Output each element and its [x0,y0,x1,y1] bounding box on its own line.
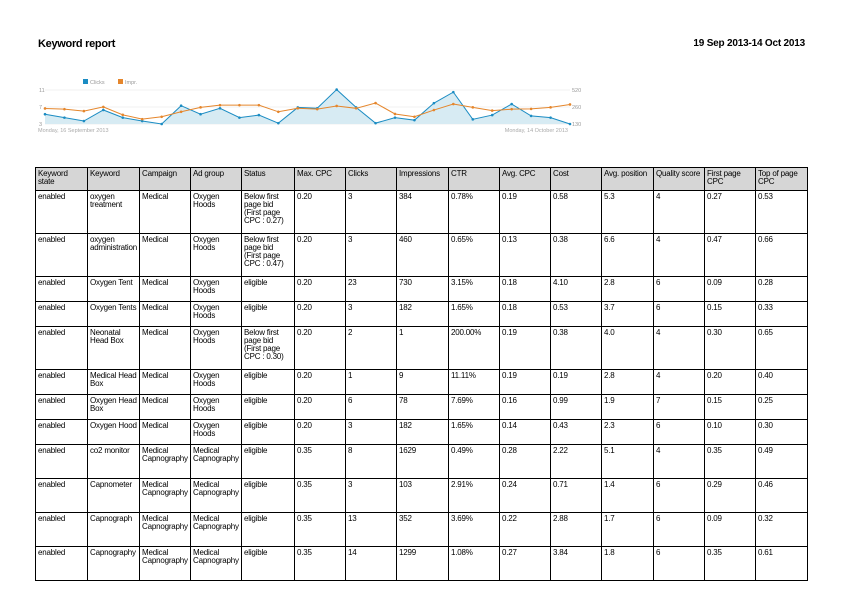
clicks-point [394,116,397,119]
table-cell: 0.14 [500,420,551,445]
left-axis-tick: 3 [39,122,43,128]
table-cell: 5.1 [602,445,654,479]
table-cell: 0.38 [551,234,602,277]
table-cell: 182 [397,302,449,327]
table-cell: 4 [654,370,705,395]
impressions-point [471,106,474,109]
table-cell: 0.20 [295,302,346,327]
table-cell: enabled [36,513,88,547]
table-cell: 2 [346,327,397,370]
table-cell: 0.09 [705,277,756,302]
table-cell: 3 [346,234,397,277]
table-cell: 0.40 [756,370,808,395]
table-row [36,277,808,302]
impressions-point [83,110,86,113]
table-cell: 0.35 [295,445,346,479]
clicks-point [549,116,552,119]
table-cell: 0.53 [756,191,808,234]
table-row [36,479,808,513]
column-header: Quality score [654,168,705,191]
column-header: Clicks [346,168,397,191]
table-cell: 3 [346,302,397,327]
table-cell: 0.19 [500,327,551,370]
table-cell: 352 [397,513,449,547]
table-cell: 0.28 [500,445,551,479]
table-cell: eligible [242,302,295,327]
table-cell: 0.18 [500,277,551,302]
table-cell: enabled [36,395,88,420]
table-cell: Medical Capnography [191,445,242,479]
table-cell: enabled [36,547,88,581]
table-cell: 0.30 [756,420,808,445]
keyword-table [35,167,808,581]
table-cell: enabled [36,327,88,370]
table-cell: 2.88 [551,513,602,547]
table-cell: enabled [36,191,88,234]
table-cell: 0.20 [295,277,346,302]
impressions-point [180,110,183,113]
table-cell: 3.69% [449,513,500,547]
clicks-point [471,118,474,121]
table-cell: 0.65% [449,234,500,277]
impressions-point [394,113,397,116]
table-cell: 6 [654,513,705,547]
impressions-point [296,107,299,110]
table-cell: 6 [654,277,705,302]
table-cell: 0.61 [756,547,808,581]
table-cell: Oxygen Tents [88,302,140,327]
table-cell: 0.20 [295,370,346,395]
impressions-point [121,114,124,117]
table-cell: 0.46 [756,479,808,513]
table-cell: 0.19 [500,191,551,234]
table-cell: enabled [36,302,88,327]
table-cell: Oxygen Hoods [191,420,242,445]
table-row [36,191,808,234]
table-row [36,547,808,581]
clicks-point [530,115,533,118]
table-cell: Medical [140,420,191,445]
table-cell: 2.8 [602,370,654,395]
clicks-point [258,114,261,117]
table-cell: Medical Capnography [191,547,242,581]
table-cell: 200.00% [449,327,500,370]
column-header: Ad group [191,168,242,191]
table-cell: 4 [654,234,705,277]
table-cell: 384 [397,191,449,234]
clicks-point [219,107,222,110]
table-cell: 78 [397,395,449,420]
table-cell: Medical [140,234,191,277]
clicks-point [44,113,47,116]
table-cell: Medical Capnography [140,513,191,547]
table-row [36,370,808,395]
impressions-point [44,107,47,110]
table-cell: 0.28 [756,277,808,302]
table-cell: Oxygen Hoods [191,370,242,395]
table-cell: 1.4 [602,479,654,513]
table-cell: 0.53 [551,302,602,327]
column-header: Keyword state [36,168,88,191]
table-cell: 0.49% [449,445,500,479]
table-cell: 0.33 [756,302,808,327]
impressions-point [219,104,222,107]
impressions-point [433,109,436,112]
table-cell: eligible [242,420,295,445]
performance-chart [38,76,606,134]
table-cell: Oxygen Hoods [191,395,242,420]
impressions-point [491,109,494,112]
impressions-point [413,115,416,118]
table-cell: Capnometer [88,479,140,513]
table-cell: Below first page bid (First page CPC : 0.30) [242,327,295,370]
table-cell: 5.3 [602,191,654,234]
impressions-point [258,104,261,107]
table-cell: 0.20 [295,234,346,277]
table-cell: 103 [397,479,449,513]
table-cell: enabled [36,479,88,513]
clicks-point [433,102,436,105]
impressions-point [63,108,66,111]
table-cell: Medical [140,370,191,395]
table-cell: 1.8 [602,547,654,581]
table-cell: 3.7 [602,302,654,327]
table-cell: 2.3 [602,420,654,445]
clicks-point [491,114,494,117]
table-cell: Medical Capnography [191,479,242,513]
impressions-point [238,104,241,107]
table-cell: 0.29 [705,479,756,513]
table-cell: Neonatal Head Box [88,327,140,370]
table-cell: 6 [654,420,705,445]
table-cell: 182 [397,420,449,445]
clicks-point [335,88,338,91]
table-cell: eligible [242,277,295,302]
legend-swatch-impressions [118,79,123,84]
table-cell: 3.84 [551,547,602,581]
legend-label-clicks: Clicks [90,80,105,86]
impressions-point [530,108,533,111]
table-cell: 0.27 [500,547,551,581]
table-cell: 0.24 [500,479,551,513]
table-cell: 0.47 [705,234,756,277]
report-title: Keyword report [38,38,116,50]
column-header: Campaign [140,168,191,191]
table-cell: 0.20 [295,327,346,370]
table-cell: 2.91% [449,479,500,513]
column-header: Cost [551,168,602,191]
table-cell: Capnography [88,547,140,581]
table-cell: 0.32 [756,513,808,547]
table-cell: Medical Capnography [140,479,191,513]
table-cell: enabled [36,370,88,395]
clicks-point [199,113,202,116]
clicks-point [160,123,163,126]
clicks-point [374,122,377,125]
impressions-point [277,110,280,113]
table-cell: 0.15 [705,395,756,420]
column-header: Impressions [397,168,449,191]
table-cell: 23 [346,277,397,302]
impressions-point [102,106,105,109]
table-cell: 6 [654,302,705,327]
table-cell: 3.15% [449,277,500,302]
table-row [36,302,808,327]
column-header: Status [242,168,295,191]
impressions-point [335,105,338,108]
clicks-point [102,109,105,112]
table-cell: Medical Head Box [88,370,140,395]
table-cell: 0.16 [500,395,551,420]
table-cell: oxygen treatment [88,191,140,234]
table-cell: 0.35 [705,445,756,479]
table-cell: 4 [654,327,705,370]
table-cell: 0.20 [295,395,346,420]
table-cell: enabled [36,277,88,302]
clicks-point [510,103,513,106]
column-header: CTR [449,168,500,191]
table-cell: Oxygen Hood [88,420,140,445]
table-cell: 6 [346,395,397,420]
right-axis-tick: 520 [572,88,582,94]
table-cell: Medical [140,302,191,327]
table-cell: 0.22 [500,513,551,547]
table-cell: 1.7 [602,513,654,547]
table-cell: 8 [346,445,397,479]
table-cell: Medical [140,327,191,370]
impressions-point [374,102,377,105]
clicks-point [180,104,183,107]
table-cell: 1629 [397,445,449,479]
table-row [36,395,808,420]
table-cell: 0.58 [551,191,602,234]
clicks-point [452,91,455,94]
table-cell: enabled [36,234,88,277]
column-header: Keyword [88,168,140,191]
table-cell: 1 [397,327,449,370]
table-cell: 0.43 [551,420,602,445]
table-cell: 9 [397,370,449,395]
table-cell: eligible [242,479,295,513]
table-row [36,420,808,445]
table-cell: Oxygen Hoods [191,191,242,234]
table-cell: 0.19 [551,370,602,395]
x-axis-end-label: Monday, 14 October 2013 [504,128,568,134]
table-cell: 0.78% [449,191,500,234]
table-cell: 1.65% [449,302,500,327]
table-cell: 0.20 [295,420,346,445]
left-axis-tick: 11 [39,88,45,94]
table-cell: 460 [397,234,449,277]
table-cell: eligible [242,513,295,547]
table-cell: 6.6 [602,234,654,277]
clicks-point [277,122,280,125]
table-cell: 0.20 [295,191,346,234]
impressions-point [549,106,552,109]
table-cell: Oxygen Hoods [191,327,242,370]
table-cell: Medical [140,395,191,420]
table-cell: 0.38 [551,327,602,370]
table-cell: 13 [346,513,397,547]
table-cell: 3 [346,420,397,445]
legend-swatch-clicks [83,79,88,84]
table-cell: 3 [346,479,397,513]
column-header: Max. CPC [295,168,346,191]
table-cell: Oxygen Tent [88,277,140,302]
table-cell: Oxygen Hoods [191,234,242,277]
table-cell: eligible [242,547,295,581]
legend-label-impressions: Impr. [125,80,138,86]
impressions-point [510,108,513,111]
table-row [36,445,808,479]
impressions-point [316,108,319,111]
table-cell: 6 [654,479,705,513]
clicks-point [413,119,416,122]
table-cell: Oxygen Head Box [88,395,140,420]
table-cell: 4 [654,445,705,479]
table-cell: 0.35 [295,479,346,513]
table-row [36,513,808,547]
table-cell: 0.65 [756,327,808,370]
table-cell: 1.9 [602,395,654,420]
impressions-point [569,103,572,106]
table-cell: eligible [242,395,295,420]
x-axis-start-label: Monday, 16 September 2013 [38,128,109,134]
column-header: Avg. position [602,168,654,191]
table-header-row [36,168,808,191]
clicks-point [569,123,572,126]
table-cell: 1.65% [449,420,500,445]
table-cell: 2.8 [602,277,654,302]
clicks-point [238,116,241,119]
table-cell: Oxygen Hoods [191,302,242,327]
table-cell: eligible [242,445,295,479]
table-cell: 0.35 [295,513,346,547]
table-cell: enabled [36,445,88,479]
impressions-point [141,118,144,121]
table-cell: Medical [140,277,191,302]
table-cell: Below first page bid (First page CPC : 0.27) [242,191,295,234]
table-cell: 7.69% [449,395,500,420]
table-cell: Medical Capnography [191,513,242,547]
table-cell: eligible [242,370,295,395]
table-cell: 11.11% [449,370,500,395]
impressions-point [355,107,358,110]
clicks-point [121,116,124,119]
right-axis-tick: 130 [572,122,582,128]
table-cell: 3 [346,191,397,234]
table-cell: 0.30 [705,327,756,370]
table-row [36,327,808,370]
table-cell: 0.25 [756,395,808,420]
impressions-point [199,106,202,109]
table-cell: 1.08% [449,547,500,581]
table-cell: 0.19 [500,370,551,395]
table-cell: 2.22 [551,445,602,479]
table-cell: 1299 [397,547,449,581]
table-cell: 0.49 [756,445,808,479]
table-cell: Medical Capnography [140,547,191,581]
column-header: First page CPC [705,168,756,191]
table-cell: 14 [346,547,397,581]
right-axis-tick: 260 [572,105,582,111]
table-cell: 7 [654,395,705,420]
column-header: Top of page CPC [756,168,808,191]
table-cell: Oxygen Hoods [191,277,242,302]
table-cell: Medical Capnography [140,445,191,479]
clicks-point [63,116,66,119]
table-cell: 0.18 [500,302,551,327]
impressions-point [160,115,163,118]
date-range: 19 Sep 2013-14 Oct 2013 [693,38,805,49]
table-cell: 0.15 [705,302,756,327]
table-cell: 0.10 [705,420,756,445]
column-header: Avg. CPC [500,168,551,191]
table-cell: 0.13 [500,234,551,277]
table-cell: 0.27 [705,191,756,234]
table-cell: 4.0 [602,327,654,370]
clicks-point [83,120,86,123]
table-cell: 0.20 [705,370,756,395]
table-cell: 0.66 [756,234,808,277]
table-cell: 6 [654,547,705,581]
table-cell: Medical [140,191,191,234]
table-cell: Capnograph [88,513,140,547]
table-cell: oxygen administration [88,234,140,277]
table-cell: 4.10 [551,277,602,302]
impressions-point [452,103,455,106]
table-cell: 0.35 [705,547,756,581]
table-cell: 0.71 [551,479,602,513]
table-cell: 1 [346,370,397,395]
table-cell: enabled [36,420,88,445]
table-cell: 0.09 [705,513,756,547]
table-cell: co2 monitor [88,445,140,479]
table-cell: Below first page bid (First page CPC : 0.47) [242,234,295,277]
table-cell: 0.35 [295,547,346,581]
table-cell: 0.99 [551,395,602,420]
left-axis-tick: 7 [39,105,43,111]
table-row [36,234,808,277]
table-cell: 4 [654,191,705,234]
table-cell: 730 [397,277,449,302]
